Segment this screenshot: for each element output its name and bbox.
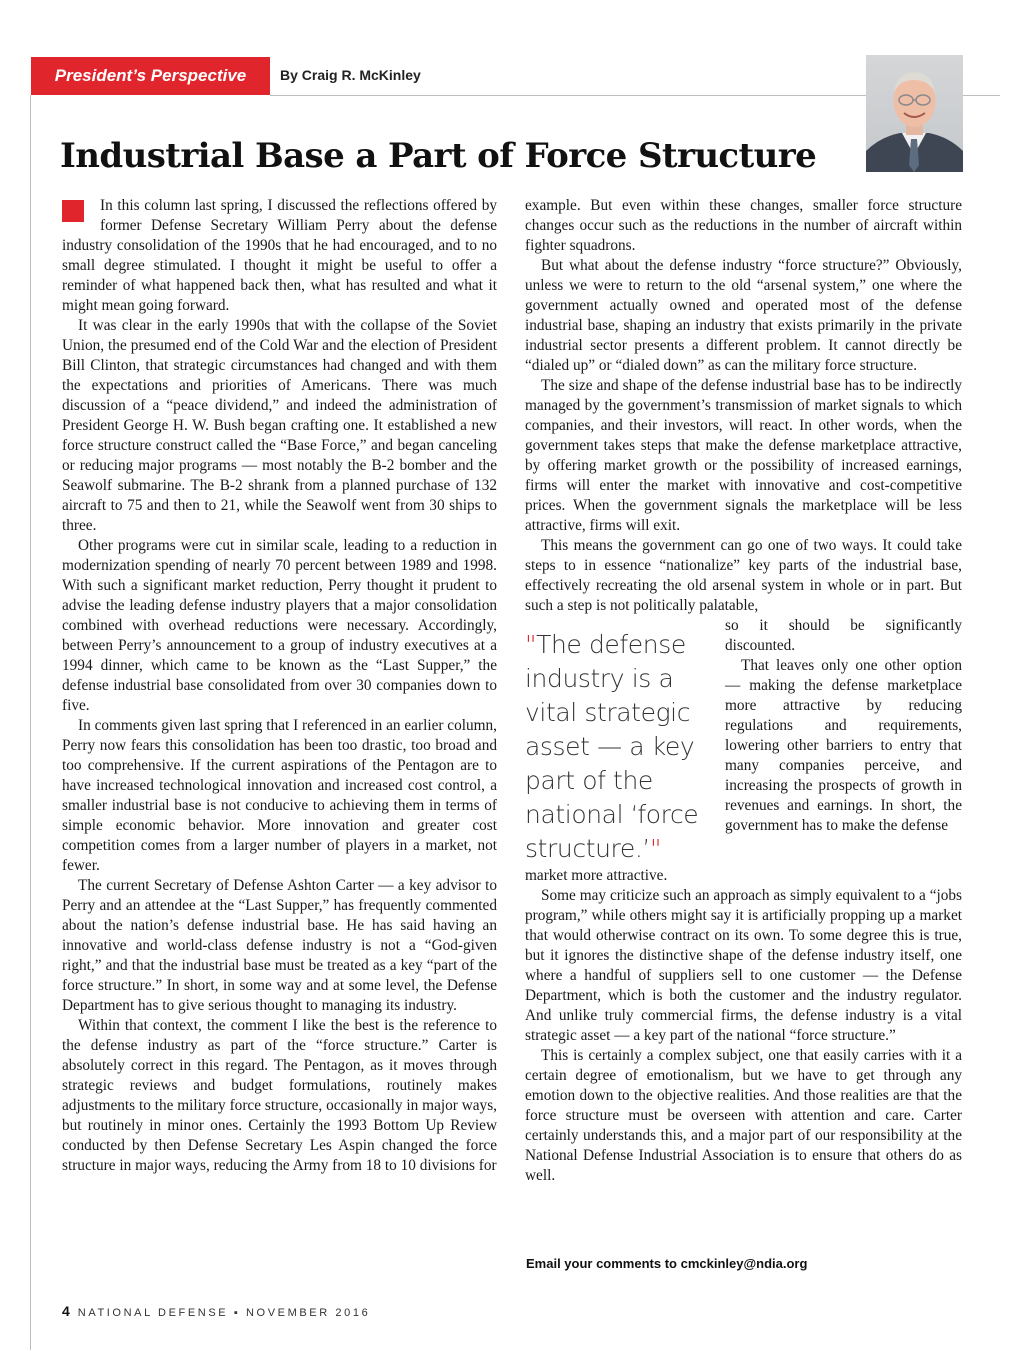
- quote-close-mark: ": [649, 834, 662, 863]
- folio-text: NATIONAL DEFENSE ▪ NOVEMBER 2016: [77, 1307, 371, 1319]
- page-number: 4: [62, 1303, 70, 1319]
- body-paragraph: It was clear in the early 1990s that with the collapse of the Soviet Union, the presumed end of the Cold War and the election of President Bill Clinton, that strategic circumstances had changed and with them the expectations and priorities of Americans. There was much discussion of a “peace dividend,” and indeed the administration of President George H. W. Bush began crafting one. It established a new force structure construct called the “Base Force,” and began canceling or reducing major programs — most notably the B-2 bomber and the Seawolf submarine. The B-2 shrank from a planned purchase of 132 aircraft to 75 and then to 21, while the Seawolf went from 30 ships to three.: [62, 317, 497, 534]
- frame-rule-left: [30, 95, 31, 1350]
- body-paragraph: Some may criticize such an approach as simply equivalent to a “jobs program,” while others might say it is artificially propping up a market that would otherwise contract on its own. To some degree this is true, but it ignores the distinctive shape of the defense industry itself, one where a handful of suppliers sell to one customer — the Defense Department, which is both the customer and the industry regulator. And unlike truly commercial firms, the defense industry is a vital strategic asset — a key part of the national “force structure.”: [525, 887, 962, 1044]
- body-paragraph: This means the government can go one of two ways. It could take steps to in essence “nationalize” key parts of the industrial base, effectively recreating the old arsenal system in whole or in part. But such a step is not politically palatable,: [525, 537, 962, 614]
- body-paragraph-text: In this column last spring, I discussed the reflections offered by former Defense Secretary William Perry about the defense industry consolidation of the 1990s that he had encouraged, and to no small degree stimulated. I thought it might be useful to offer a reminder of what happened back then, what has resulted and what it might mean going forward.: [62, 197, 497, 314]
- quote-open-mark: ": [525, 630, 537, 659]
- byline: By Craig R. McKinley: [280, 67, 421, 83]
- pull-quote: [525, 628, 713, 866]
- article-column-2: [525, 196, 962, 1186]
- body-paragraph: market more attractive.: [525, 867, 668, 884]
- red-drop-square-icon: [62, 200, 84, 222]
- headline: Industrial Base a Part of Force Structure: [60, 136, 817, 176]
- body-paragraph: This is certainly a complex subject, one that easily carries with it a certain degree of emotionalism, but we have to get through any emotion down to the objective realities. And those realities are that the force structure must be overseen with attention and care. Carter certainly understands this, and a major part of our responsibility at the National Defense Industrial Association is to ensure that others do as well.: [525, 1047, 962, 1184]
- body-paragraph: The size and shape of the defense industrial base has to be indirectly managed by the government’s transmission of market signals to which companies, and their investors, will react. In other words, when the government takes steps that make the defense marketplace attractive, by offering market growth or the possibility of increased earnings, firms will enter the market with innovative and cost-competitive prices. When the government signals the marketplace will be less attractive, firms will exit.: [525, 377, 962, 534]
- body-paragraph: so it should be significantly discounted.: [725, 617, 962, 654]
- body-paragraph: In comments given last spring that I referenced in an earlier column, Perry now fears this consolidation has been too drastic, too broad and too comprehensive. If the current aspirations of the Pentagon are to have increased technological innovation and increased cost control, a smaller industrial base is not conducive to achieving them in terms of simple economic behavior. More innovation and greater cost competition comes from a larger number of players in a market, not fewer.: [62, 717, 497, 874]
- author-portrait-image: [866, 55, 963, 172]
- page-footer: [62, 1303, 370, 1319]
- portrait-illustration: [866, 55, 963, 172]
- body-paragraph: The current Secretary of Defense Ashton Carter — a key advisor to Perry and an attendee at the “Last Supper,” has frequently commented about the nation’s defense industrial base. He has said having an innovative and world-class defense industry is not a “God-given right,” and that the industrial base must be treated as a key “part of the force structure.” In short, in some way and at some level, the Defense Department has to give serious thought to managing its industry.: [62, 877, 497, 1014]
- body-paragraph: Within that context, the comment I like the best is the reference to the defense industry as part of the “force structure.” Carter is absolutely correct in this regard. The Pentagon, as it moves through strategic reviews and budget formulations, routinely makes adjustments to the military force structure, occasionally in major ways, but routinely in minor ones. Certainly the 1993 Bottom Up Review conducted by then Defense Secretary Les Aspin changed the force structure in major ways, reducing the Army from 18 to 10 divisions for: [62, 1017, 497, 1174]
- body-paragraph: [62, 196, 497, 316]
- body-paragraph: That leaves only one other option — making the defense marketplace more attractive by reducing regulations and requirements, lowering other barriers to entry that many companies perceive, and increasing the prospects of growth in revenues and earnings. In short, the government has to make the defense: [725, 657, 962, 834]
- body-paragraph: example. But even within these changes, smaller force structure changes occur such as the reductions in the number of aircraft within fighter squadrons.: [525, 197, 962, 254]
- article-column-1: [62, 196, 497, 1176]
- body-paragraph: But what about the defense industry “force structure?” Obviously, unless we were to return to the old “arsenal system,” one where the government actually owned and operated most of the defense industrial base, shaping an industry that exists primarily in the private industrial sector presents a different problem. It cannot directly be “dialed up” or “dialed down” as can the military force structure.: [525, 257, 962, 374]
- section-tag: President’s Perspective: [31, 57, 270, 95]
- quote-wrap-text: [725, 616, 962, 836]
- pull-quote-text: The defense industry is a vital strategic asset — a key part of the national ‘force structure.’: [525, 630, 699, 863]
- email-comments-line: Email your comments to cmckinley@ndia.org: [526, 1256, 808, 1271]
- body-paragraph: Other programs were cut in similar scale, leading to a reduction in modernization spending of nearly 70 percent between 1989 and 1998. With such a significant market reduction, Perry thought it prudent to advise the leading defense industry players that a major consolidation combined with overhead reductions were necessary. Accordingly, between Perry’s announcement to a group of industry executives at a 1994 dinner, which came to be known as the “Last Supper,” the defense industrial base consolidated from over 30 companies down to five.: [62, 537, 497, 714]
